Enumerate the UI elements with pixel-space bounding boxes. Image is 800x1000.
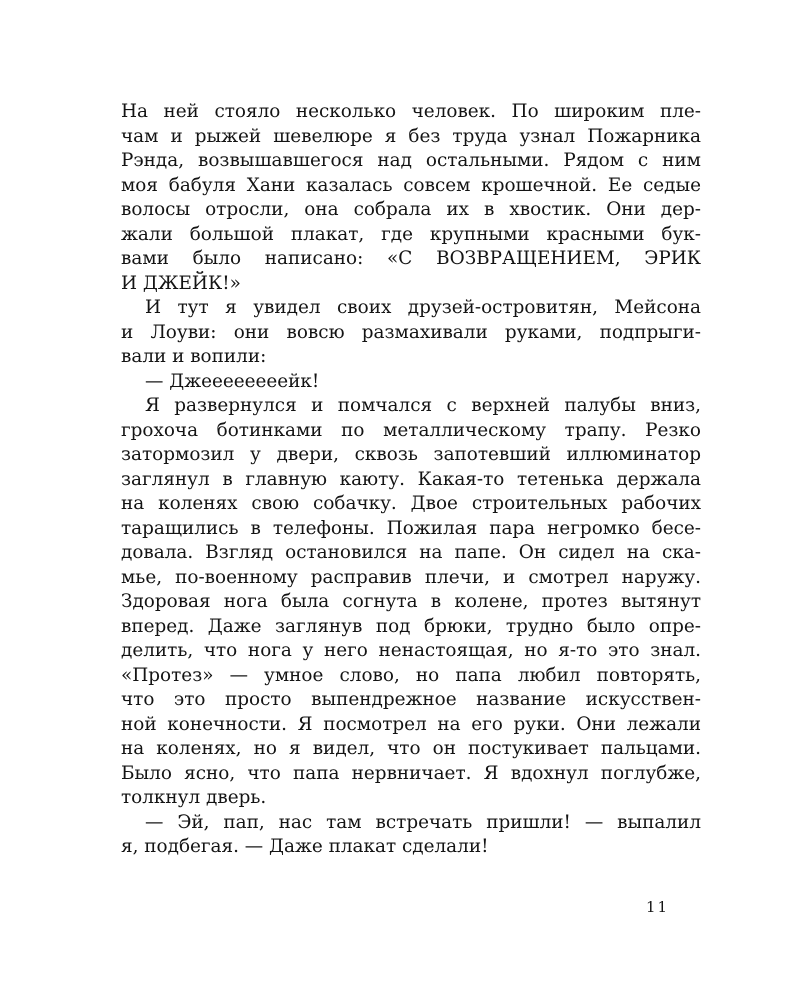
- text-line: делить, что нога у него ненастоящая, но я-то это знал.: [121, 640, 701, 661]
- text-line: заглянул в главную каюту. Какая-то тетенька держала: [121, 468, 701, 490]
- text-line: затормозил у двери, сквозь запотевший иллюминатор: [121, 444, 701, 465]
- text-line: что это просто выпендрежное название искусствен-: [121, 689, 701, 710]
- text-line: «Протез» — умное слово, но папа любил повторять,: [121, 664, 701, 686]
- text-line: мье, по-военному расправив плечи, и смотрел наружу.: [121, 566, 701, 588]
- text-line: моя бабуля Хани казалась совсем крошечной. Ее седые: [121, 174, 701, 196]
- text-line: я, подбегая. — Даже плакат сделали!: [121, 836, 489, 857]
- text-line: толкнул дверь.: [121, 787, 267, 808]
- text-line: — Джеееееееейк!: [145, 370, 320, 392]
- text-line: — Эй, пап, нас там встречать пришли! — выпалил: [145, 811, 701, 833]
- text-line: вами было написано: «С ВОЗВРАЩЕНИЕМ, ЭРИК: [121, 248, 701, 269]
- text-line: Здоровая нога была согнута в колене, протез вытянут: [121, 591, 701, 612]
- text-line: ной конечности. Я посмотрел на его руки. Они лежали: [121, 713, 701, 735]
- text-line: вали и вопили:: [121, 346, 267, 367]
- text-line: Я развернулся и помчался с верхней палубы вниз,: [145, 395, 701, 416]
- text-line: На ней стояло несколько человек. По широким пле-: [121, 101, 701, 122]
- text-line: И ДЖЕЙК!»: [121, 272, 241, 294]
- text-line: волосы отросли, она собрала их в хвостик. Они дер-: [121, 199, 701, 220]
- text-line: жали большой плакат, где крупными красными бук-: [121, 223, 701, 245]
- text-line: довала. Взгляд остановился на папе. Он сидел на ска-: [121, 542, 701, 563]
- text-line: грохоча ботинками по металлическому трапу. Резко: [121, 419, 701, 441]
- text-line: вперед. Даже заглянув под брюки, трудно было опре-: [121, 615, 701, 637]
- text-line: на коленях свою собачку. Двое строительных рабочих: [121, 493, 701, 514]
- text-line: и Лоуви: они вовсю размахивали руками, подпрыги-: [121, 321, 701, 343]
- text-line: Рэнда, возвышавшегося над остальными. Рядом с ним: [121, 150, 701, 171]
- text-line: таращились в телефоны. Пожилая пара негромко бесе-: [121, 517, 701, 539]
- page-number: 11: [646, 898, 670, 916]
- text-line: И тут я увидел своих друзей-островитян, Мейсона: [145, 297, 701, 318]
- text-line: чам и рыжей шевелюре я без труда узнал Пожарника: [121, 125, 701, 147]
- text-line: на коленях, но я видел, что он постукивает пальцами.: [121, 738, 701, 759]
- page-body-text: [121, 100, 701, 860]
- text-line: Было ясно, что папа нервничает. Я вдохнул поглубже,: [121, 762, 701, 784]
